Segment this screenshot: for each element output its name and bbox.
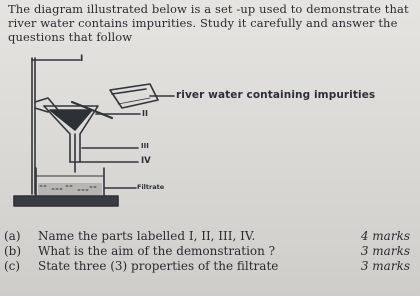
- label-III: III: [141, 142, 149, 150]
- label-I: I: [80, 54, 84, 64]
- question-b: [4, 244, 414, 259]
- question-label: (a): [4, 229, 21, 243]
- intro-line-1: The diagram illustrated below is a set -up used to demonstrate that: [8, 2, 409, 16]
- question-marks: 4 marks: [360, 229, 410, 243]
- question-label: (b): [4, 244, 22, 258]
- question-marks: 3 marks: [360, 259, 410, 273]
- label-IV: IV: [141, 156, 151, 166]
- question-a: [4, 229, 414, 244]
- filtrate-liquid: [38, 183, 102, 196]
- question-text: What is the aim of the demonstration ?: [38, 244, 276, 258]
- filtration-setup-drawing: [0, 50, 420, 228]
- question-text: State three (3) properties of the filtrate: [38, 259, 279, 273]
- question-marks: 3 marks: [360, 244, 410, 258]
- question-text: Name the parts labelled I, II, III, IV.: [38, 229, 256, 243]
- label-river-water: river water containing impurities: [176, 89, 376, 101]
- stand-base: [14, 196, 118, 206]
- intro-line-2: river water contains impurities. Study it carefully and answer the: [8, 16, 398, 30]
- filtration-diagram: [0, 50, 420, 228]
- label-filtrate: Filtrate: [137, 183, 165, 191]
- question-intro: [8, 2, 409, 44]
- label-II: II: [142, 109, 148, 118]
- question-c: [4, 259, 414, 274]
- question-list: [4, 229, 414, 274]
- question-label: (c): [4, 259, 21, 273]
- intro-line-3: questions that follow: [8, 30, 133, 44]
